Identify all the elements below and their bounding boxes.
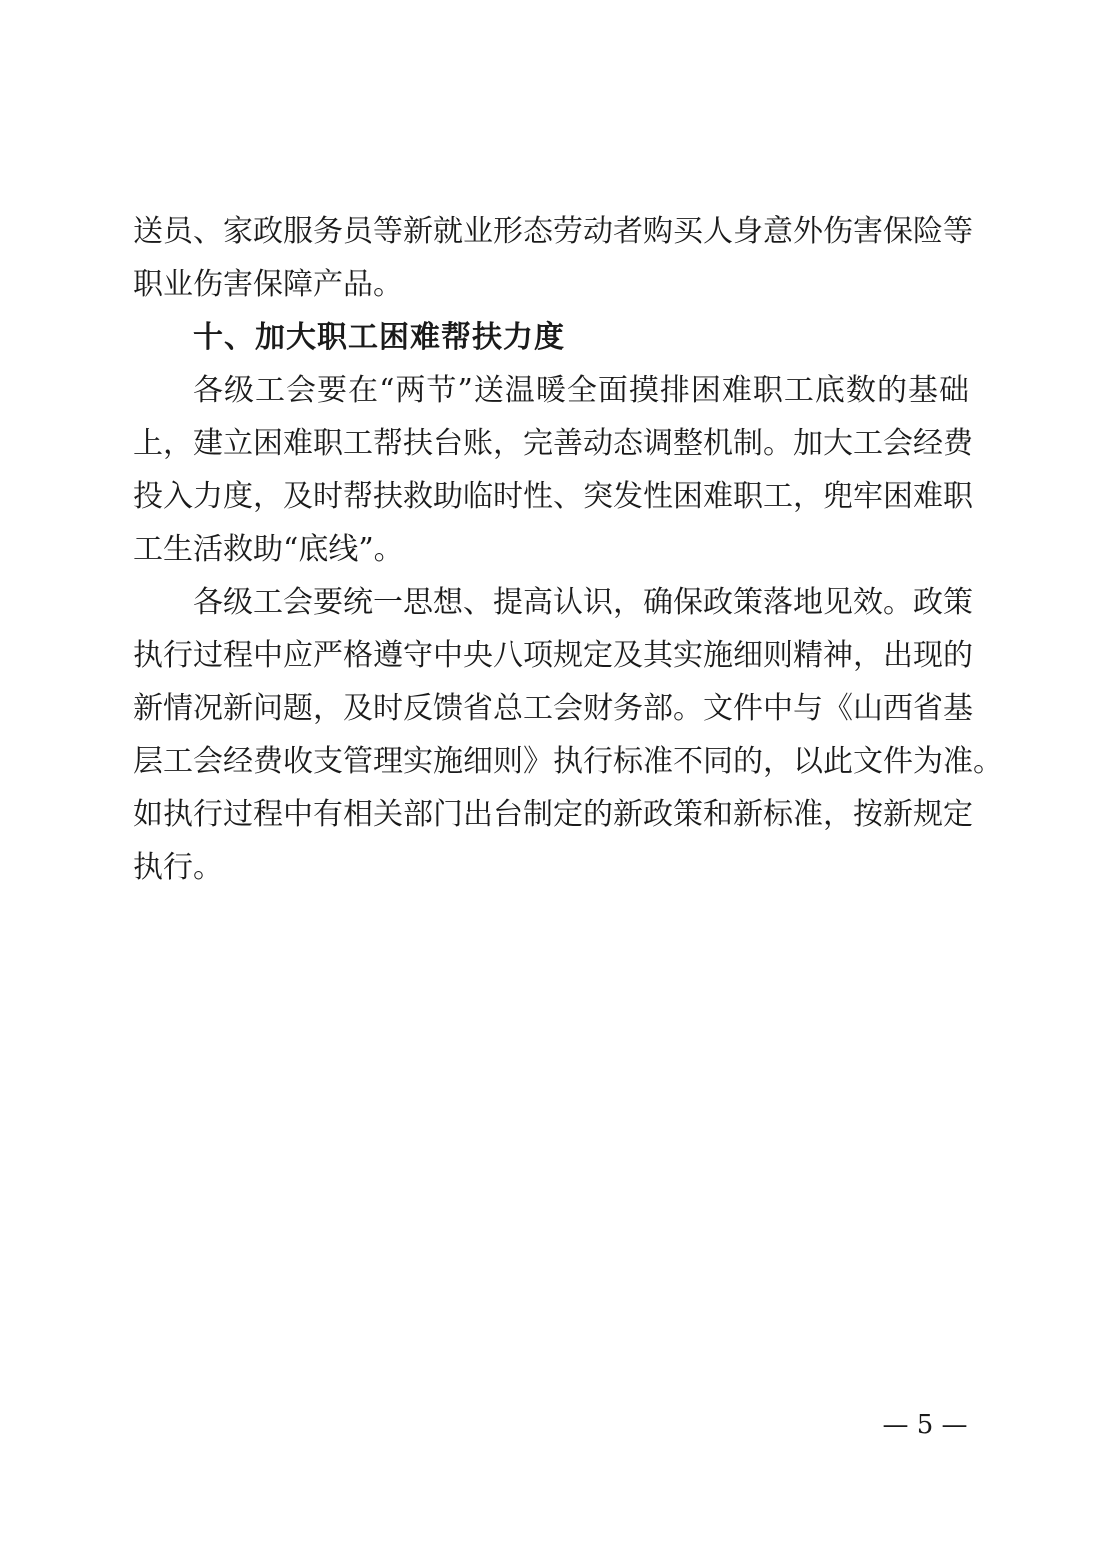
paragraph-2-line-4: 工生活救助“底线”。 xyxy=(133,532,404,567)
paragraph-2-line-2: 上，建立困难职工帮扶台账，完善动态调整机制。加大工会经费 xyxy=(133,426,973,461)
paragraph-1-line-2: 职业伤害保障产品。 xyxy=(133,267,403,302)
paragraph-3-line-6: 执行。 xyxy=(133,850,223,885)
paragraph-2-line-3: 投入力度，及时帮扶救助临时性、突发性困难职工，兜牢困难职 xyxy=(133,479,973,514)
paragraph-3-line-3: 新情况新问题，及时反馈省总工会财务部。文件中与《山西省基 xyxy=(133,691,973,726)
section-heading: 十、加大职工困难帮扶力度 xyxy=(193,320,565,355)
paragraph-3-line-4: 层工会经费收支管理实施细则》执行标准不同的，以此文件为准。 xyxy=(133,744,1003,779)
paragraph-3-line-1: 各级工会要统一思想、提高认识，确保政策落地见效。政策 xyxy=(193,585,973,620)
page-number: — 5 — xyxy=(882,1410,968,1440)
paragraph-3-line-2: 执行过程中应严格遵守中央八项规定及其实施细则精神，出现的 xyxy=(133,638,973,673)
paragraph-3-line-5: 如执行过程中有相关部门出台制定的新政策和新标准，按新规定 xyxy=(133,797,973,832)
paragraph-1-line-1: 送员、家政服务员等新就业形态劳动者购买人身意外伤害保险等 xyxy=(133,214,973,249)
paragraph-2-line-1: 各级工会要在“两节”送温暖全面摸排困难职工底数的基础 xyxy=(193,373,969,408)
